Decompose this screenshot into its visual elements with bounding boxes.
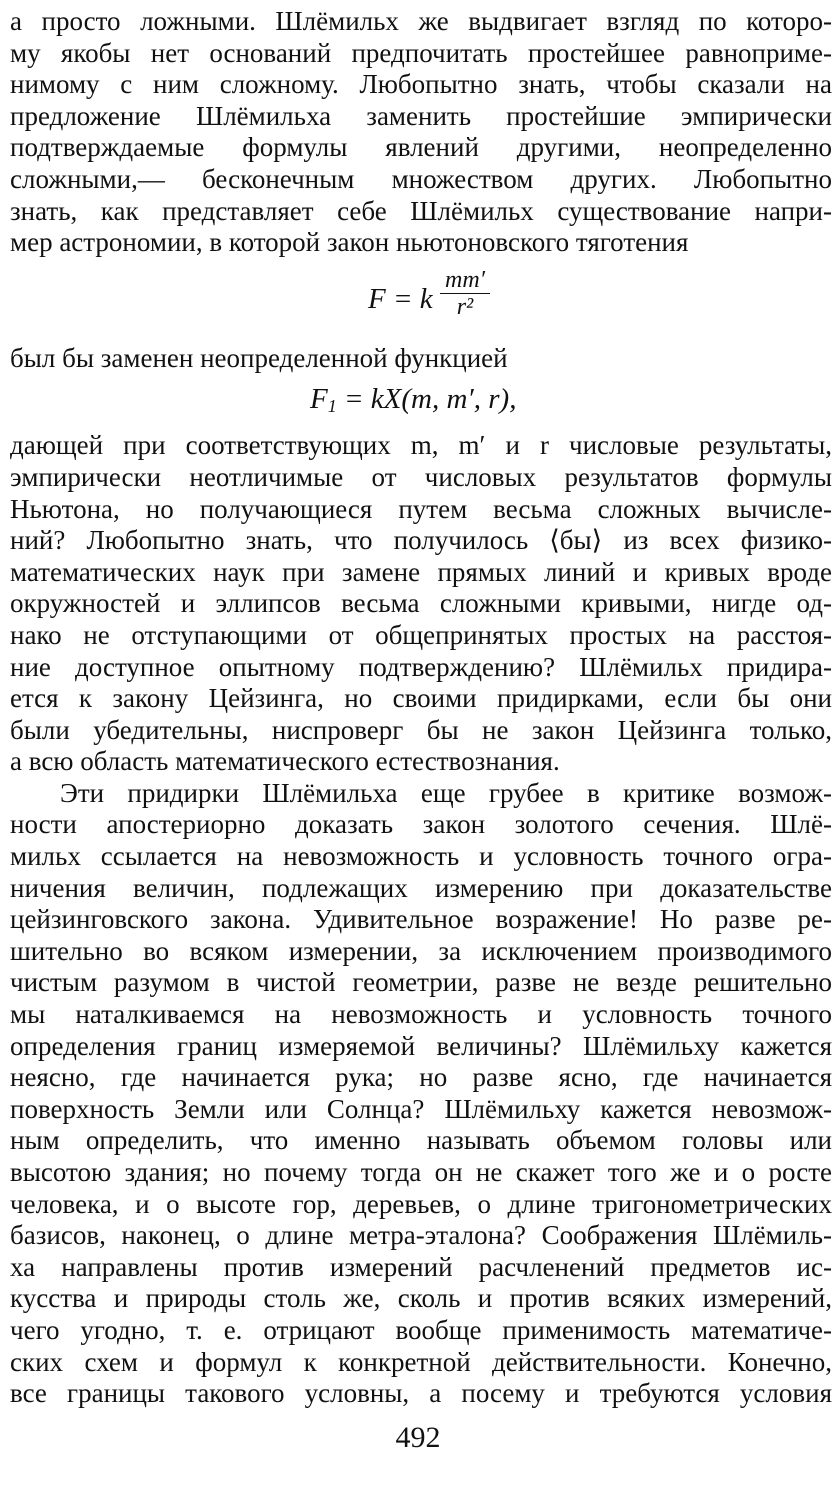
text-line: дающей при соответствующих m, m′ и r числовые результаты, [10,430,832,461]
text-line: предложение Шлёмильха заменить простейшие эмпирически [10,100,832,131]
text-line: подтверждаемые формулы явлений другими, неопределенно [10,132,832,163]
text-line: математических наук при замене прямых линий и кривых вроде [10,556,832,587]
formula-denominator: r² [456,293,474,320]
text-line: ным определить, что именно называть объемом головы или [10,1125,832,1156]
text-line: а просто ложными. Шлёмильх же выдвигает взгляд по которо- [10,6,832,36]
text-line: эмпирически неотличимые от числовых результатов формулы [10,461,832,492]
text-line: человека, и о высоте гор, деревьев, о длине тригонометрических [10,1188,832,1219]
text-line: определения границ измеряемой величины? Шлёмильху кажется [10,1030,832,1061]
formula-numerator: mm′ [440,267,490,294]
text-line: чистым разумом в чистой геометрии, разве не везде решительно [10,967,832,998]
text-line: были убедительны, ниспроверг бы не закон Цейзинга только, [10,714,832,745]
text-line: нимому с ним сложному. Любопытно знать, чтобы сказали на [10,69,832,100]
text-line: му якобы нет оснований предпочитать простейшее равноприме- [10,37,832,68]
text-line: мы наталкиваемся на невозможность и условность точного [10,999,832,1030]
formula-function [10,374,832,424]
text-line: ется к закону Цейзинга, но своими придирками, если бы они [10,683,832,714]
text-line: ских схем и формул к конкретной действительности. Конечно, [10,1346,832,1377]
paragraph-2 [10,778,832,1410]
formula-lhs: F [310,383,328,416]
text-line: ние доступное опытному подтверждению? Шлёмильх придира- [10,651,832,682]
paragraph-top [10,6,832,259]
text-line: ха направлены против измерений расчленений предметов ис- [10,1251,832,1282]
text-line: ничения величин, подлежащих измерению при доказательстве [10,872,832,903]
text-line: поверхность Земли или Солнца? Шлёмильху кажется невозмож- [10,1093,832,1124]
text-line: шительно во всяком измерении, за исключением производимого [10,935,832,966]
text-line: неясно, где начинается рука; но разве ясно, где начинается [10,1062,832,1093]
text-line: знать, как представляет себе Шлёмильх существование напри- [10,195,832,226]
text-line: кусства и природы столь же, сколь и против всяких измерений, [10,1283,832,1314]
text-line: чего угодно, т. е. отрицают вообще применимость математиче- [10,1314,832,1345]
text-line: мер астрономии, в которой закон ньютоновского тяготения [10,227,689,258]
text-line: ности апостериорно доказать закон золотого сечения. Шлё- [10,809,832,840]
text-line: был бы заменен неопределенной функцией [10,342,508,373]
formula-newton-gravity [10,259,832,343]
text-line: нако не отступающими от общепринятых простых на расстоя- [10,619,832,650]
paragraph-1 [10,430,832,778]
text-line: все границы такового условны, а посему и требуются условия [10,1378,832,1409]
text-line: ний? Любопытно знать, что получилось ⟨бы⟩ из всех физико- [10,525,832,556]
text-line: базисов, наконец, о длине метра-эталона? Соображения Шлёмиль- [10,1220,832,1251]
text-line: цейзинговского закона. Удивительное возражение! Но разве ре- [10,904,832,935]
formula-fraction [440,267,490,320]
formula-lhs: F = k [368,282,433,315]
text-line: Ньютона, но получающиеся путем весьма сложных вычисле- [10,493,832,524]
page-number: 492 [395,1421,441,1454]
formula-subscript: 1 [327,396,337,417]
page-text [10,6,832,1410]
formula-rhs: = kX(m, m′, r), [336,383,517,416]
text-line: Эти придирки Шлёмильха еще грубее в критике возмож- [60,777,832,808]
text-line: высотою здания; но почему тогда он не скажет того же и о росте [10,1157,832,1187]
text-line: мильх ссылается на невозможность и условность точного огра- [10,841,832,872]
text-line: а всю область математического естествознания. [10,746,560,777]
text-line: окружностей и эллипсов весьма сложными кривыми, нигде од- [10,588,832,619]
text-line: сложными,— бесконечным множеством других. Любопытно [10,163,832,194]
